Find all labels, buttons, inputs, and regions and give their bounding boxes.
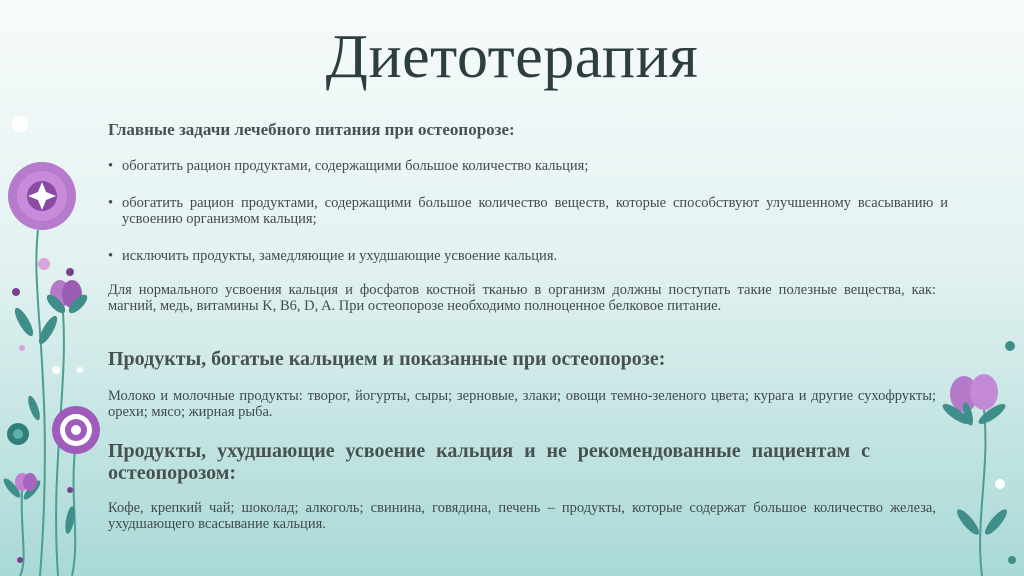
bullet-item: • обогатить рацион продуктами, содержащими большое количество веществ, которые способствуют улучшенному всасыванию и усвоению организмом кальция;	[108, 195, 948, 227]
tulip-icon	[44, 280, 90, 316]
paragraph-nutrients: Для нормального усвоения кальция и фосфатов костной тканью в организм должны поступать такие полезные вещества, как: магний, медь, витамины K, B6, D, A. При остеопорозе необходимо полноценное белковое питание.	[108, 282, 936, 314]
paragraph-avoid-foods: Кофе, крепкий чай; шоколад; алкоголь; свинина, говядина, печень – продукты, которые содержат большое количество железа, ухудшающего всасывание кальция.	[108, 500, 936, 532]
bullet-item: • исключить продукты, замедляющие и ухудшающие усвоение кальция.	[108, 248, 948, 264]
bullet-item: • обогатить рацион продуктами, содержащими большое количество кальция;	[108, 158, 948, 174]
section-heading-calcium-foods: Продукты, богатые кальцием и показанные при остеопорозе:	[108, 348, 666, 370]
section-heading-tasks: Главные задачи лечебного питания при остеопорозе:	[108, 120, 515, 139]
tulip-right-icon	[940, 374, 1008, 427]
slide-title: Диетотерапия	[325, 23, 699, 91]
small-flower-icon	[15, 473, 37, 491]
section-heading-avoid-foods: Продукты, ухудшающие усвоение кальция и не рекомендованные пациентам с остеопорозом:	[108, 440, 870, 484]
paragraph-calcium-foods: Молоко и молочные продукты: творог, йогурты, сыры; зерновые, злаки; овощи темно-зеленого цвета; курага и другие сухофрукты; орехи; мясо; жирная рыба.	[108, 388, 936, 420]
ring-flower-icon	[52, 406, 100, 454]
flower-large-icon	[8, 162, 76, 230]
